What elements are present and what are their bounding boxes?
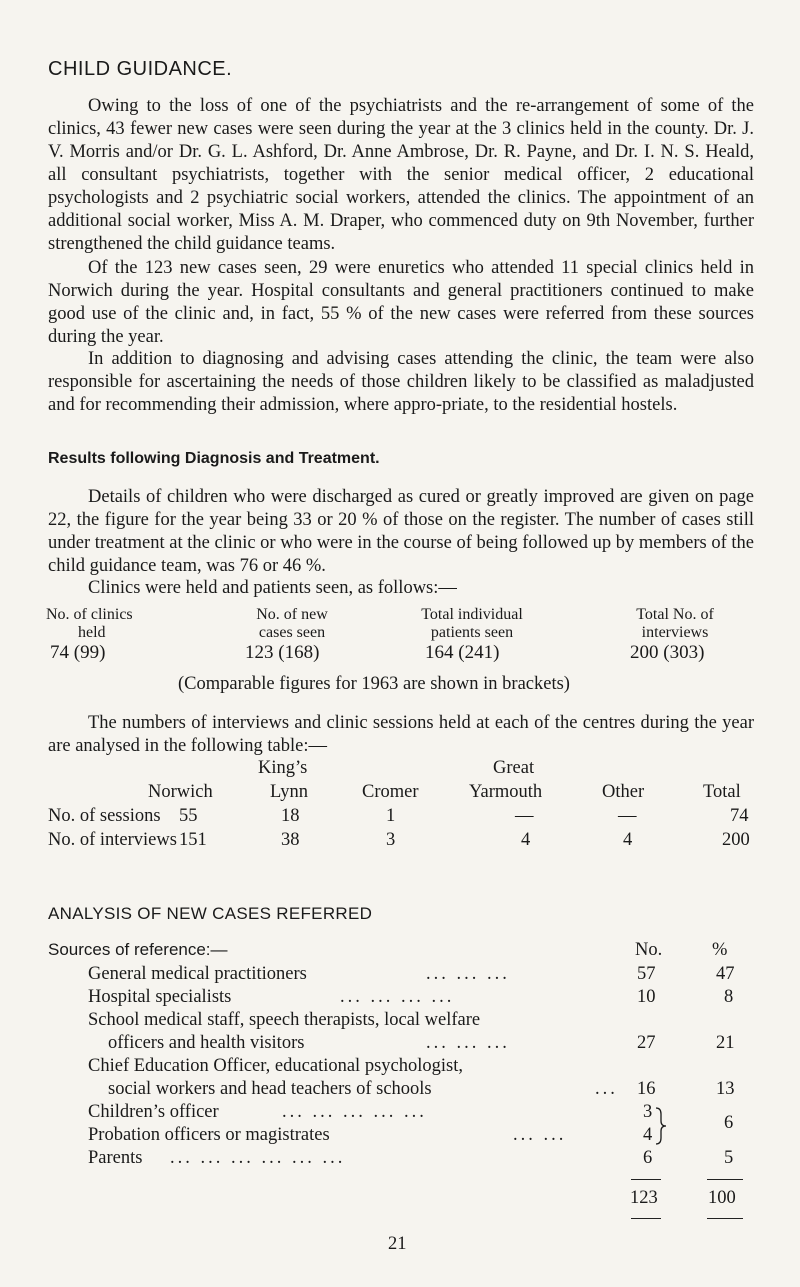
sources-row-education: Chief Education Officer, educational psychologist, xyxy=(88,1056,463,1076)
sources-row-education-cont: social workers and head teachers of schools xyxy=(108,1079,432,1099)
total-no: 123 xyxy=(630,1188,658,1208)
leader-dots: ... ... ... ... xyxy=(340,987,455,1007)
table-cell: — xyxy=(515,806,534,826)
sources-row-school: School medical staff, speech therapists, local welfare xyxy=(88,1010,481,1030)
clinics-value-new-cases: 123 (168) xyxy=(245,642,320,663)
leader-dots: ... ... xyxy=(513,1125,567,1145)
sources-row-parents: Parents xyxy=(88,1148,143,1168)
table-cell: 16 xyxy=(637,1079,656,1099)
total-rule-bottom xyxy=(631,1218,661,1219)
centres-header-norwich: Norwich xyxy=(148,782,213,802)
table-cell: 55 xyxy=(179,806,198,826)
sources-col-no: No. xyxy=(635,940,663,960)
table-cell: 1 xyxy=(386,806,396,826)
leader-dots: ... ... ... ... ... xyxy=(282,1102,427,1122)
table-cell: 3 xyxy=(643,1102,653,1122)
centres-header-kings-lynn: Lynn xyxy=(270,782,309,802)
analysis-heading: ANALYSIS OF NEW CASES REFERRED xyxy=(48,904,373,923)
clinics-note: (Comparable figures for 1963 are shown in brackets) xyxy=(178,674,570,694)
table-cell: 57 xyxy=(637,964,656,984)
table-cell: 10 xyxy=(637,987,656,1007)
table-cell: 47 xyxy=(716,964,735,984)
brace-icon xyxy=(654,1106,668,1146)
clinics-header-interviews: Total No. of interviews xyxy=(636,606,714,641)
centres-row-label-interviews: No. of interviews xyxy=(48,830,177,850)
table-cell: 8 xyxy=(724,987,734,1007)
centres-header-kings-lynn-top: King’s xyxy=(258,758,308,778)
centres-header-great-yarmouth-top: Great xyxy=(493,758,535,778)
clinics-value-patients: 164 (241) xyxy=(425,642,500,663)
leader-dots: ... xyxy=(595,1079,618,1099)
table-cell: 4 xyxy=(643,1125,653,1145)
total-pct: 100 xyxy=(708,1188,736,1208)
centres-header-total: Total xyxy=(703,782,741,802)
table-cell: 18 xyxy=(281,806,300,826)
table-cell: 200 xyxy=(722,830,750,850)
clinics-intro: Clinics were held and patients seen, as follows:— xyxy=(88,578,457,598)
table-cell: 38 xyxy=(281,830,300,850)
sources-row-school-cont: officers and health visitors xyxy=(108,1033,305,1053)
paragraph-intro: Owing to the loss of one of the psychiatrists and the re-arrangement of some of the clinics, 43 fewer new cases were seen during the year at the 3 clinics held in the county. Dr. J. V. Morris and/or Dr. G. L. Ashford, Dr. Anne Ambrose, Dr. R. Payne, and Dr. I. N. S. Heald, all consultant psychiatrists, together with the senior medical officer, 2 educational psychologists and 2 psychiatric social workers, attended the clinics. The appointment of an additional social worker, Miss A. M. Draper, who commenced duty on 9th November, further strengthened the child guidance teams. xyxy=(48,96,754,254)
clinics-value-interviews: 200 (303) xyxy=(630,642,705,663)
results-heading: Results following Diagnosis and Treatment. xyxy=(48,450,380,467)
total-rule-top xyxy=(707,1179,743,1180)
centres-header-cromer: Cromer xyxy=(362,782,419,802)
leader-dots: ... ... ... xyxy=(426,964,510,984)
page-number: 21 xyxy=(388,1234,407,1254)
table-cell: 3 xyxy=(386,830,396,850)
centres-header-great-yarmouth: Yarmouth xyxy=(469,782,543,802)
sources-col-pct: % xyxy=(712,940,728,960)
table-cell: 6 xyxy=(724,1113,734,1133)
paragraph-team-duties: In addition to diagnosing and advising cases attending the clinic, the team were also responsible for ascertaining the needs of those children likely to be classified as maladjusted and for recommending their admission, where appro-priate, to the residential hostels. xyxy=(48,349,754,415)
table-cell: 5 xyxy=(724,1148,734,1168)
table-cell: 6 xyxy=(643,1148,653,1168)
leader-dots: ... ... ... xyxy=(426,1033,510,1053)
sources-row-gp: General medical practitioners xyxy=(88,964,307,984)
clinics-header-patients: Total individual patients seen xyxy=(421,606,523,641)
paragraph-new-cases: Of the 123 new cases seen, 29 were enuretics who attended 11 special clinics held in Norwich during the year. Hospital consultants and general practitioners continued to make good use of the clinic and, in fact, 55 % of the new cases were referred from these sources during the year. xyxy=(48,258,754,347)
table-cell: 4 xyxy=(521,830,531,850)
table-cell: 21 xyxy=(716,1033,735,1053)
clinics-value-held: 74 (99) xyxy=(50,642,106,663)
paragraph-results: Details of children who were discharged as cured or greatly improved are given on page 22, the figure for the year being 33 or 20 % of those on the register. The number of cases still under treatment at the clinic or who were in the course of being followed up by members of the child guidance team, was 76 or 46 %. xyxy=(48,487,754,576)
sources-row-hospital: Hospital specialists xyxy=(88,987,232,1007)
table-cell: — xyxy=(618,806,637,826)
table-cell: 74 xyxy=(730,806,749,826)
table-cell: 27 xyxy=(637,1033,656,1053)
table-cell: 4 xyxy=(623,830,633,850)
centres-header-other: Other xyxy=(602,782,645,802)
clinics-header-held: No. of clinics held xyxy=(46,606,133,641)
page-title: CHILD GUIDANCE. xyxy=(48,58,233,80)
table-cell: 13 xyxy=(716,1079,735,1099)
total-rule-bottom xyxy=(707,1218,743,1219)
sources-label: Sources of reference:— xyxy=(48,940,228,959)
sources-row-probation: Probation officers or magistrates xyxy=(88,1125,330,1145)
table-cell: 151 xyxy=(179,830,207,850)
clinics-header-new-cases: No. of new cases seen xyxy=(256,606,328,641)
sources-row-childrens-officer: Children’s officer xyxy=(88,1102,219,1122)
leader-dots: ... ... ... ... ... ... xyxy=(170,1148,346,1168)
paragraph-centres-intro: The numbers of interviews and clinic sessions held at each of the centres during the year are analysed in the following table:— xyxy=(48,713,754,756)
centres-row-label-sessions: No. of sessions xyxy=(48,806,161,826)
total-rule-top xyxy=(631,1179,661,1180)
